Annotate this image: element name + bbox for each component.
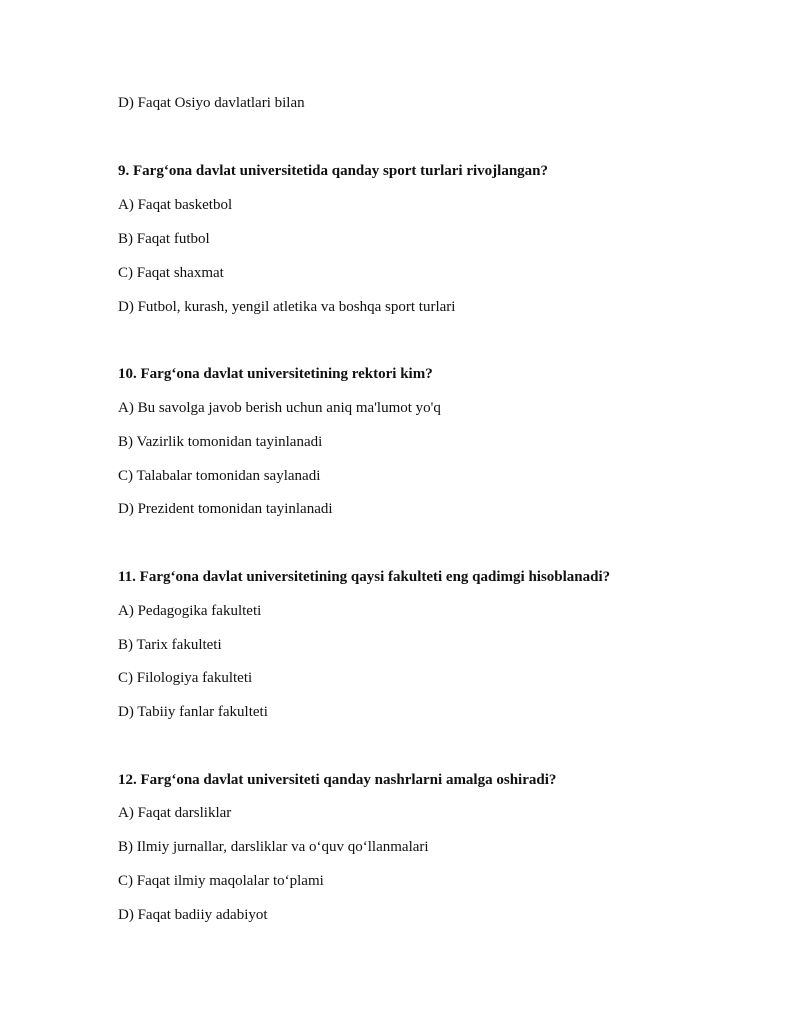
question-11-option-b: B) Tarix fakulteti (118, 637, 222, 653)
question-12-option-b: B) Ilmiy jurnallar, darsliklar va o‘quv qo‘llanmalari (118, 839, 429, 855)
question-9-option-d: D) Futbol, kurash, yengil atletika va boshqa sport turlari (118, 299, 456, 315)
question-11-title: 11. Farg‘ona davlat universitetining qaysi fakulteti eng qadimgi hisoblanadi? (118, 569, 611, 585)
question-12-title: 12. Farg‘ona davlat universiteti qanday nashrlarni amalga oshiradi? (118, 772, 557, 788)
question-12-option-a: A) Faqat darsliklar (118, 805, 232, 821)
question-11-option-d: D) Tabiiy fanlar fakulteti (118, 704, 268, 720)
question-11-option-a: A) Pedagogika fakulteti (118, 603, 262, 619)
question-12-option-d: D) Faqat badiiy adabiyot (118, 907, 268, 923)
question-9-option-a: A) Faqat basketbol (118, 197, 233, 213)
question-9-title: 9. Farg‘ona davlat universitetida qanday sport turlari rivojlangan? (118, 163, 549, 179)
question-9-option-b: B) Faqat futbol (118, 231, 210, 247)
question-12-option-c: C) Faqat ilmiy maqolalar to‘plami (118, 873, 324, 889)
question-10-option-b: B) Vazirlik tomonidan tayinlanadi (118, 434, 323, 450)
question-10-option-d: D) Prezident tomonidan tayinlanadi (118, 501, 333, 517)
question-9-option-c: C) Faqat shaxmat (118, 265, 224, 281)
prev-question-option-d: D) Faqat Osiyo davlatlari bilan (118, 95, 305, 111)
question-10-option-c: C) Talabalar tomonidan saylanadi (118, 468, 321, 484)
question-11-option-c: C) Filologiya fakulteti (118, 670, 253, 686)
question-10-title: 10. Farg‘ona davlat universitetining rektori kim? (118, 366, 433, 382)
question-10-option-a: A) Bu savolga javob berish uchun aniq ma'lumot yo'q (118, 400, 441, 416)
